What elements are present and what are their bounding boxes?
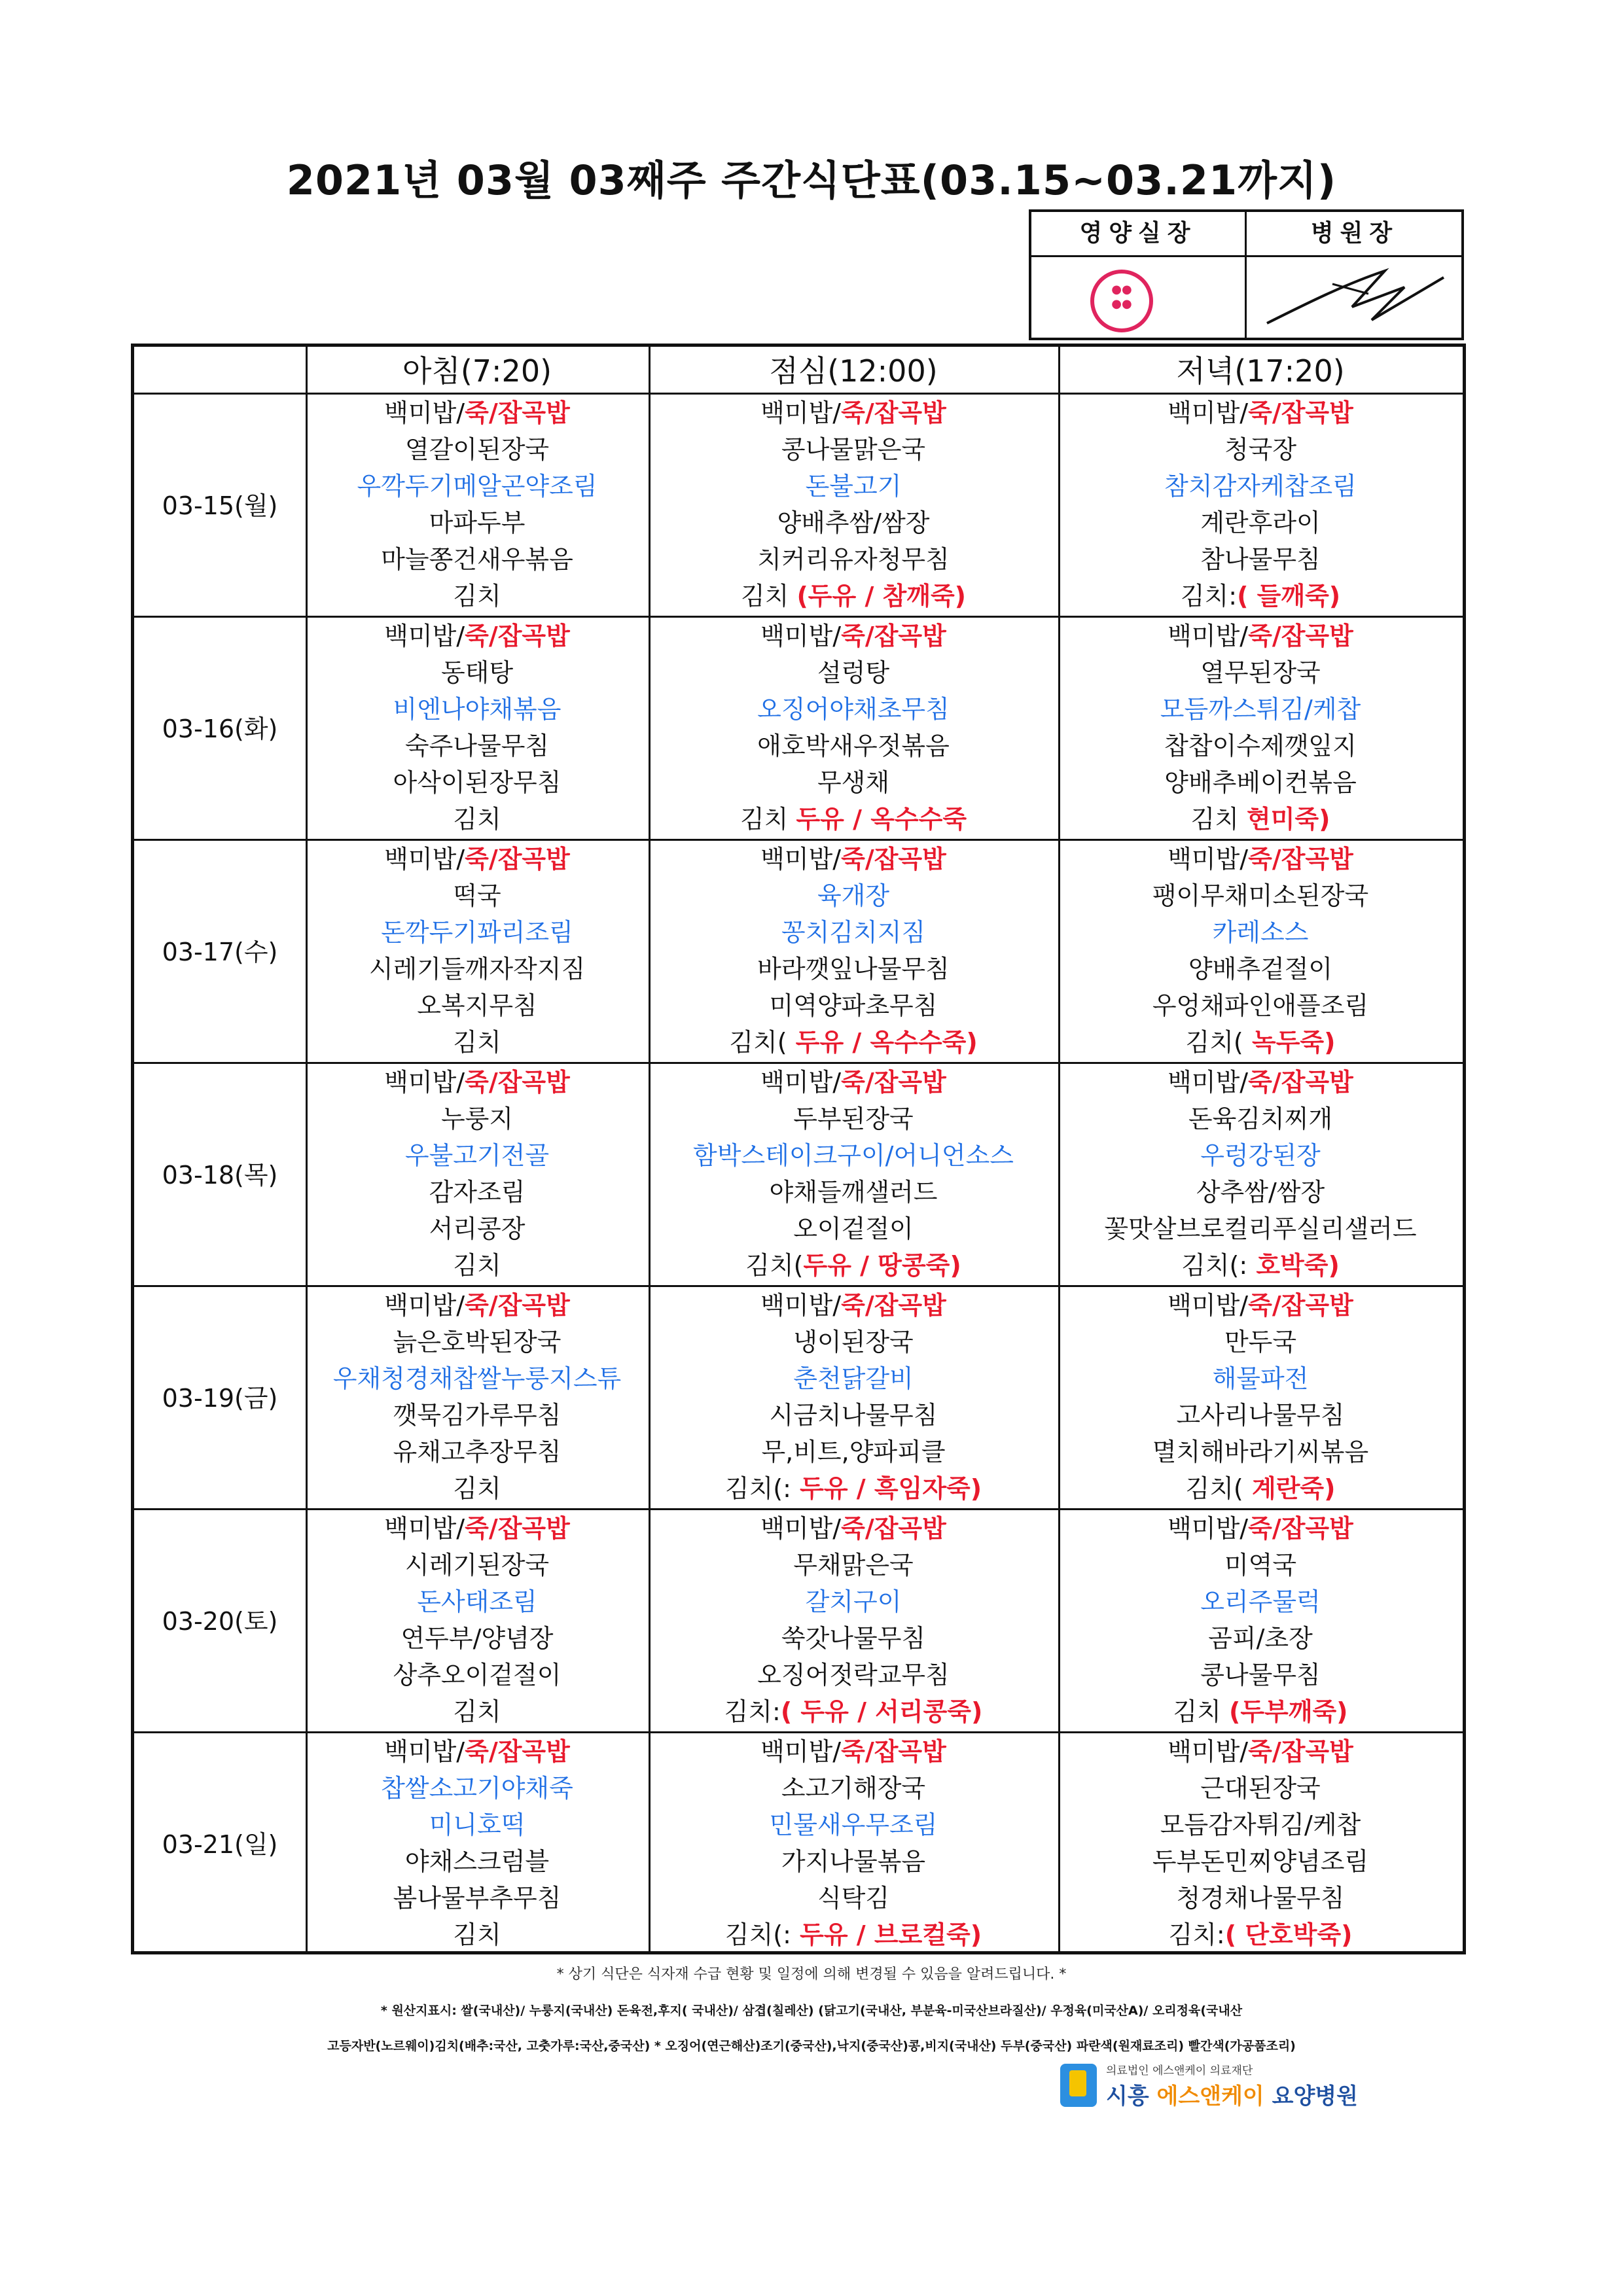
rice-alternative: 죽/잡곡밥 — [841, 1514, 946, 1543]
menu-item: 찹찹이수제깻잎지 — [1164, 732, 1357, 760]
menu-item: 가지나물볶음 — [781, 1847, 926, 1876]
rice-alternative: 죽/잡곡밥 — [1248, 1514, 1353, 1543]
breakfast-menu — [306, 1733, 649, 1953]
rice-line — [1058, 395, 1463, 431]
rice-alternative: 죽/잡곡밥 — [1248, 1737, 1353, 1766]
rice-line — [1058, 1733, 1463, 1770]
day-label: 03-15(월) — [162, 491, 278, 520]
kimchi-line — [649, 1916, 1058, 1953]
rice-alternative: 죽/잡곡밥 — [1248, 845, 1353, 874]
rice-label: 백미밥/ — [760, 1291, 842, 1320]
rice-alternative: 죽/잡곡밥 — [465, 845, 570, 874]
foundation-name: 의료법인 에스앤케이 의료재단 — [1106, 2064, 1253, 2077]
origin-label-line-1: * 원산지표시: 쌀(국내산)/ 누룽지(국내산) 돈육전,후지( 국내산)/ 삼겹(칠레산) (닭고기(국내산, 부분육-미국산브라질산)/ 우정육(미국산A)/ 오리정육(국내산 — [380, 2004, 1243, 2018]
rice-alternative: 죽/잡곡밥 — [465, 1291, 570, 1320]
kimchi-line — [1058, 578, 1463, 614]
menu-item: 청국장 — [1224, 435, 1297, 464]
porridge-option: ( 단호박죽) — [1224, 1920, 1353, 1949]
menu-item: 시금치나물무침 — [769, 1401, 938, 1430]
kimchi-label: 김치(: — [724, 1920, 791, 1949]
kimchi-line — [649, 1024, 1058, 1061]
kimchi-line — [1058, 1693, 1463, 1730]
menu-item: 오복지무침 — [417, 991, 537, 1020]
breakfast-menu — [306, 1510, 649, 1730]
kimchi-label: 김치 — [453, 1474, 501, 1503]
rice-label: 백미밥/ — [384, 1737, 465, 1766]
rice-line — [649, 1510, 1058, 1547]
lunch-menu — [649, 618, 1058, 838]
kimchi-label: 김치 — [740, 582, 797, 610]
page-title: 2021년 03월 03째주 주간식단표(03.15~03.21까지) — [286, 156, 1337, 204]
director-signature — [1254, 258, 1457, 336]
kimchi-label: 김치 — [453, 805, 501, 834]
rice-label: 백미밥/ — [760, 1068, 842, 1097]
dinner-menu — [1058, 395, 1463, 614]
menu-item: 두부된장국 — [793, 1104, 914, 1133]
menu-item: 열무된장국 — [1200, 658, 1321, 687]
rice-line — [649, 1733, 1058, 1770]
menu-item: 오징어야채초무침 — [757, 695, 950, 724]
rice-line — [649, 1064, 1058, 1101]
rice-line — [1058, 841, 1463, 877]
rice-label: 백미밥/ — [384, 622, 465, 650]
menu-item: 참치감자케찹조림 — [1164, 472, 1357, 501]
rice-line — [649, 1287, 1058, 1324]
breakfast-menu — [306, 395, 649, 614]
hospital-logo — [1060, 2061, 1358, 2111]
porridge-option: 두유 / 옥수수죽) — [787, 1028, 978, 1057]
kimchi-label: 김치: — [1180, 582, 1238, 610]
breakfast-menu — [306, 618, 649, 838]
kimchi-label: 김치( — [1185, 1028, 1243, 1057]
rice-line — [306, 1287, 649, 1324]
menu-item: 청경채나물무침 — [1176, 1884, 1345, 1913]
rice-alternative: 죽/잡곡밥 — [841, 1291, 946, 1320]
rice-alternative: 죽/잡곡밥 — [841, 1737, 946, 1766]
menu-item: 마파두부 — [429, 508, 526, 537]
menu-item: 무생채 — [817, 768, 890, 797]
day-label: 03-18(목) — [162, 1161, 278, 1190]
rice-alternative: 죽/잡곡밥 — [465, 398, 570, 427]
rice-line — [1058, 1064, 1463, 1101]
menu-item: 아삭이된장무침 — [393, 768, 562, 797]
lunch-menu — [649, 1287, 1058, 1507]
menu-item: 서리콩장 — [429, 1214, 526, 1243]
rice-line — [1058, 1287, 1463, 1324]
kimchi-line — [306, 1247, 649, 1284]
menu-item: 무,비트,양파피클 — [761, 1438, 946, 1466]
nutrition-seal-stamp: ●● ●● — [1090, 270, 1153, 332]
approval-label-nutrition: 영양실장 — [1079, 220, 1197, 247]
menu-item: 봄나물부추무침 — [393, 1884, 562, 1913]
dinner-menu — [1058, 1287, 1463, 1507]
kimchi-line — [1058, 1024, 1463, 1061]
menu-item: 돈육김치찌개 — [1188, 1104, 1333, 1133]
dinner-menu — [1058, 1733, 1463, 1953]
day-label: 03-19(금) — [162, 1384, 278, 1413]
kimchi-line — [1058, 801, 1463, 838]
rice-alternative: 죽/잡곡밥 — [841, 845, 946, 874]
menu-item: 양배추겉절이 — [1188, 955, 1333, 983]
rice-alternative: 죽/잡곡밥 — [1248, 398, 1353, 427]
menu-item: 돈사태조림 — [417, 1587, 537, 1616]
menu-item: 꽃맛살브로컬리푸실리샐러드 — [1104, 1214, 1417, 1243]
rice-alternative: 죽/잡곡밥 — [1248, 1068, 1353, 1097]
menu-item: 고사리나물무침 — [1176, 1401, 1345, 1430]
lunch-menu — [649, 1064, 1058, 1284]
porridge-option: 두유 / 브로컬죽) — [791, 1920, 982, 1949]
porridge-option: 두유 / 흑임자죽) — [791, 1474, 982, 1503]
kimchi-line — [306, 1470, 649, 1507]
menu-item: 우채청경채찹쌀누룽지스튜 — [332, 1364, 622, 1393]
menu-item: 쑥갓나물무침 — [781, 1624, 926, 1653]
rice-label: 백미밥/ — [384, 1068, 465, 1097]
kimchi-line — [1058, 1247, 1463, 1284]
menu-item: 곰피/초장 — [1208, 1624, 1313, 1653]
menu-item: 콩나물무침 — [1200, 1661, 1321, 1689]
porridge-option: 두유 / 땅콩죽) — [803, 1251, 961, 1280]
rice-label: 백미밥/ — [1168, 1068, 1249, 1097]
rice-label: 백미밥/ — [760, 845, 842, 874]
menu-item: 민물새우무조림 — [769, 1810, 938, 1839]
rice-alternative: 죽/잡곡밥 — [465, 622, 570, 650]
menu-item: 양배추베이컨볶음 — [1164, 768, 1357, 797]
kimchi-line — [649, 1693, 1058, 1730]
menu-item: 누룽지 — [440, 1104, 514, 1133]
kimchi-line — [306, 801, 649, 838]
menu-item: 찹쌀소고기야채죽 — [381, 1774, 573, 1803]
rice-label: 백미밥/ — [1168, 1737, 1249, 1766]
menu-item: 냉이된장국 — [793, 1328, 914, 1356]
rice-alternative: 죽/잡곡밥 — [465, 1514, 570, 1543]
menu-item: 육개장 — [817, 881, 890, 910]
lunch-menu — [649, 1733, 1058, 1953]
menu-item: 근대된장국 — [1200, 1774, 1321, 1803]
weekly-menu-table — [131, 344, 1466, 1954]
dinner-menu — [1058, 1510, 1463, 1730]
rice-alternative: 죽/잡곡밥 — [841, 1068, 946, 1097]
kimchi-line — [306, 1693, 649, 1730]
kimchi-line — [1058, 1916, 1463, 1953]
rice-line — [649, 395, 1058, 431]
menu-item: 춘천닭갈비 — [793, 1364, 914, 1393]
day-label: 03-21(일) — [162, 1830, 278, 1859]
approval-label-director: 병원장 — [1310, 220, 1399, 247]
menu-item: 양배추쌈/쌈장 — [777, 508, 930, 537]
menu-item: 마늘쫑건새우볶음 — [381, 545, 573, 574]
menu-item: 숙주나물무침 — [404, 732, 550, 760]
menu-item: 꽁치김치지짐 — [781, 918, 926, 947]
origin-label-line-2: 고등자반(노르웨이)김치(배추:국산, 고춧가루:국산,중국산) * 오징어(연근해산)조기(중국산),낙지(중국산)콩,비지(국내산) 두부(중국산) 파란색(원재료조리) 빨간색(가공품조리) — [327, 2039, 1296, 2053]
rice-line — [1058, 618, 1463, 654]
kimchi-label: 김치 — [1173, 1697, 1229, 1726]
menu-item: 콩나물맑은국 — [781, 435, 926, 464]
menu-item: 깻묵김가루무침 — [393, 1401, 562, 1430]
kimchi-label: 김치 — [453, 1251, 501, 1280]
kimchi-label: 김치(: — [724, 1474, 791, 1503]
rice-label: 백미밥/ — [760, 398, 842, 427]
menu-item: 설렁탕 — [817, 658, 890, 687]
porridge-option: 현미죽) — [1247, 805, 1330, 834]
menu-item: 무채맑은국 — [793, 1551, 914, 1580]
menu-item: 시레기들깨자작지짐 — [368, 955, 586, 983]
menu-item: 열갈이된장국 — [404, 435, 550, 464]
menu-item: 해물파전 — [1212, 1364, 1309, 1393]
menu-item: 늙은호박된장국 — [393, 1328, 562, 1356]
rice-alternative: 죽/잡곡밥 — [841, 622, 946, 650]
kimchi-label: 김치 — [453, 582, 501, 610]
menu-item: 우엉채파인애플조림 — [1152, 991, 1369, 1020]
lunch-menu — [649, 841, 1058, 1061]
porridge-option: 두유 / 옥수수죽 — [796, 805, 967, 834]
kimchi-line — [306, 1024, 649, 1061]
column-header-breakfast: 아침(7:20) — [402, 353, 552, 389]
menu-item: 만두국 — [1224, 1328, 1297, 1356]
kimchi-label: 김치(: — [1181, 1251, 1248, 1280]
porridge-option: 계란죽) — [1243, 1474, 1336, 1503]
kimchi-line — [649, 578, 1058, 614]
menu-item: 계란후라이 — [1200, 508, 1321, 537]
rice-label: 백미밥/ — [384, 845, 465, 874]
menu-item: 식탁김 — [817, 1884, 890, 1913]
menu-item: 멸치해바라기씨볶음 — [1152, 1438, 1369, 1466]
kimchi-label: 김치 — [740, 805, 796, 834]
menu-item: 소고기해장국 — [781, 1774, 926, 1803]
kimchi-label: 김치 — [1190, 805, 1247, 834]
dinner-menu — [1058, 618, 1463, 838]
rice-line — [1058, 1510, 1463, 1547]
porridge-option: (두부깨죽) — [1228, 1697, 1348, 1726]
menu-item: 시레기된장국 — [404, 1551, 550, 1580]
menu-item: 오징어젓락교무침 — [757, 1661, 950, 1689]
menu-item: 우불고기전골 — [404, 1141, 550, 1170]
change-notice: * 상기 식단은 식자재 수급 현황 및 일정에 의해 변경될 수 있음을 알려드립니다. * — [556, 1966, 1067, 1983]
porridge-option: 녹두죽) — [1243, 1028, 1336, 1057]
kimchi-line — [649, 1247, 1058, 1284]
kimchi-label: 김치 — [453, 1920, 501, 1949]
menu-item: 동태탕 — [440, 658, 514, 687]
porridge-option: ( 들깨죽) — [1237, 582, 1341, 610]
kimchi-line — [1058, 1470, 1463, 1507]
menu-item: 유채고추장무침 — [393, 1438, 562, 1466]
kimchi-label: 김치: — [724, 1697, 781, 1726]
menu-item: 야채들깨샐러드 — [769, 1178, 938, 1207]
kimchi-label: 김치( — [729, 1028, 787, 1057]
menu-item: 돈깍두기꽈리조림 — [381, 918, 573, 947]
menu-item: 오이겉절이 — [793, 1214, 914, 1243]
rice-alternative: 죽/잡곡밥 — [465, 1737, 570, 1766]
kimchi-label: 김치 — [453, 1697, 501, 1726]
menu-item: 팽이무채미소된장국 — [1152, 881, 1369, 910]
rice-line — [649, 841, 1058, 877]
approval-box — [1029, 209, 1464, 340]
rice-alternative: 죽/잡곡밥 — [841, 398, 946, 427]
menu-item: 오리주물럭 — [1200, 1587, 1321, 1616]
menu-item: 상추오이겉절이 — [393, 1661, 562, 1689]
rice-label: 백미밥/ — [384, 398, 465, 427]
kimchi-line — [649, 801, 1058, 838]
rice-label: 백미밥/ — [1168, 1291, 1249, 1320]
breakfast-menu — [306, 1064, 649, 1284]
rice-line — [649, 618, 1058, 654]
kimchi-line — [649, 1470, 1058, 1507]
menu-item: 함박스테이크구이/어니언소스 — [692, 1141, 1014, 1170]
breakfast-menu — [306, 1287, 649, 1507]
hospital-logo-icon — [1060, 2064, 1097, 2107]
day-label: 03-17(수) — [162, 938, 278, 966]
rice-line — [306, 618, 649, 654]
rice-line — [306, 1064, 649, 1101]
porridge-option: ( 두유 / 서리콩죽) — [780, 1697, 983, 1726]
rice-alternative: 죽/잡곡밥 — [465, 1068, 570, 1097]
menu-item: 두부돈민찌양념조림 — [1152, 1847, 1369, 1876]
rice-label: 백미밥/ — [1168, 622, 1249, 650]
kimchi-line — [306, 578, 649, 614]
rice-label: 백미밥/ — [384, 1291, 465, 1320]
lunch-menu — [649, 395, 1058, 614]
menu-item: 치커리유자청무침 — [757, 545, 950, 574]
kimchi-label: 김치: — [1168, 1920, 1225, 1949]
menu-item: 감자조림 — [429, 1178, 526, 1207]
menu-item: 연두부/양념장 — [401, 1624, 554, 1653]
kimchi-line — [306, 1916, 649, 1953]
column-header-dinner: 저녁(17:20) — [1176, 353, 1345, 389]
day-label: 03-16(화) — [162, 715, 278, 743]
menu-item: 모듬까스튀김/케찹 — [1160, 695, 1361, 724]
rice-label: 백미밥/ — [760, 1514, 842, 1543]
menu-item: 애호박새우젓볶음 — [757, 732, 950, 760]
menu-item: 미역양파초무침 — [769, 991, 938, 1020]
rice-line — [306, 1733, 649, 1770]
rice-alternative: 죽/잡곡밥 — [1248, 1291, 1353, 1320]
rice-label: 백미밥/ — [384, 1514, 465, 1543]
menu-item: 참나물무침 — [1200, 545, 1321, 574]
rice-line — [306, 1510, 649, 1547]
rice-label: 백미밥/ — [1168, 398, 1249, 427]
menu-item: 야채스크럼블 — [404, 1847, 550, 1876]
menu-item: 떡국 — [453, 881, 501, 910]
menu-item: 미니호떡 — [429, 1810, 526, 1839]
menu-item: 상추쌈/쌈장 — [1196, 1178, 1325, 1207]
rice-line — [306, 395, 649, 431]
day-label: 03-20(토) — [162, 1607, 278, 1636]
breakfast-menu — [306, 841, 649, 1061]
kimchi-label: 김치 — [453, 1028, 501, 1057]
dinner-menu — [1058, 1064, 1463, 1284]
rice-line — [306, 841, 649, 877]
kimchi-label: 김치( — [1185, 1474, 1243, 1503]
menu-item: 모듬감자튀김/케찹 — [1160, 1810, 1361, 1839]
menu-item: 우깍두기메알곤약조림 — [357, 472, 597, 501]
lunch-menu — [649, 1510, 1058, 1730]
porridge-option: 호박죽) — [1247, 1251, 1340, 1280]
menu-item: 비엔나야채볶음 — [393, 695, 562, 724]
column-header-lunch: 점심(12:00) — [769, 353, 938, 389]
menu-item: 카레소스 — [1212, 918, 1309, 947]
rice-label: 백미밥/ — [760, 1737, 842, 1766]
porridge-option: (두유 / 참깨죽) — [796, 582, 967, 610]
rice-alternative: 죽/잡곡밥 — [1248, 622, 1353, 650]
menu-item: 갈치구이 — [805, 1587, 902, 1616]
rice-label: 백미밥/ — [1168, 1514, 1249, 1543]
menu-item: 바라깻잎나물무침 — [757, 955, 950, 983]
rice-label: 백미밥/ — [1168, 845, 1249, 874]
hospital-name: 시흥 에스앤케이 요양병원 — [1106, 2083, 1358, 2110]
rice-label: 백미밥/ — [760, 622, 842, 650]
menu-item: 돈불고기 — [805, 472, 902, 501]
menu-item: 우렁강된장 — [1200, 1141, 1321, 1170]
menu-item: 미역국 — [1224, 1551, 1297, 1580]
kimchi-label: 김치( — [745, 1251, 804, 1280]
dinner-menu — [1058, 841, 1463, 1061]
